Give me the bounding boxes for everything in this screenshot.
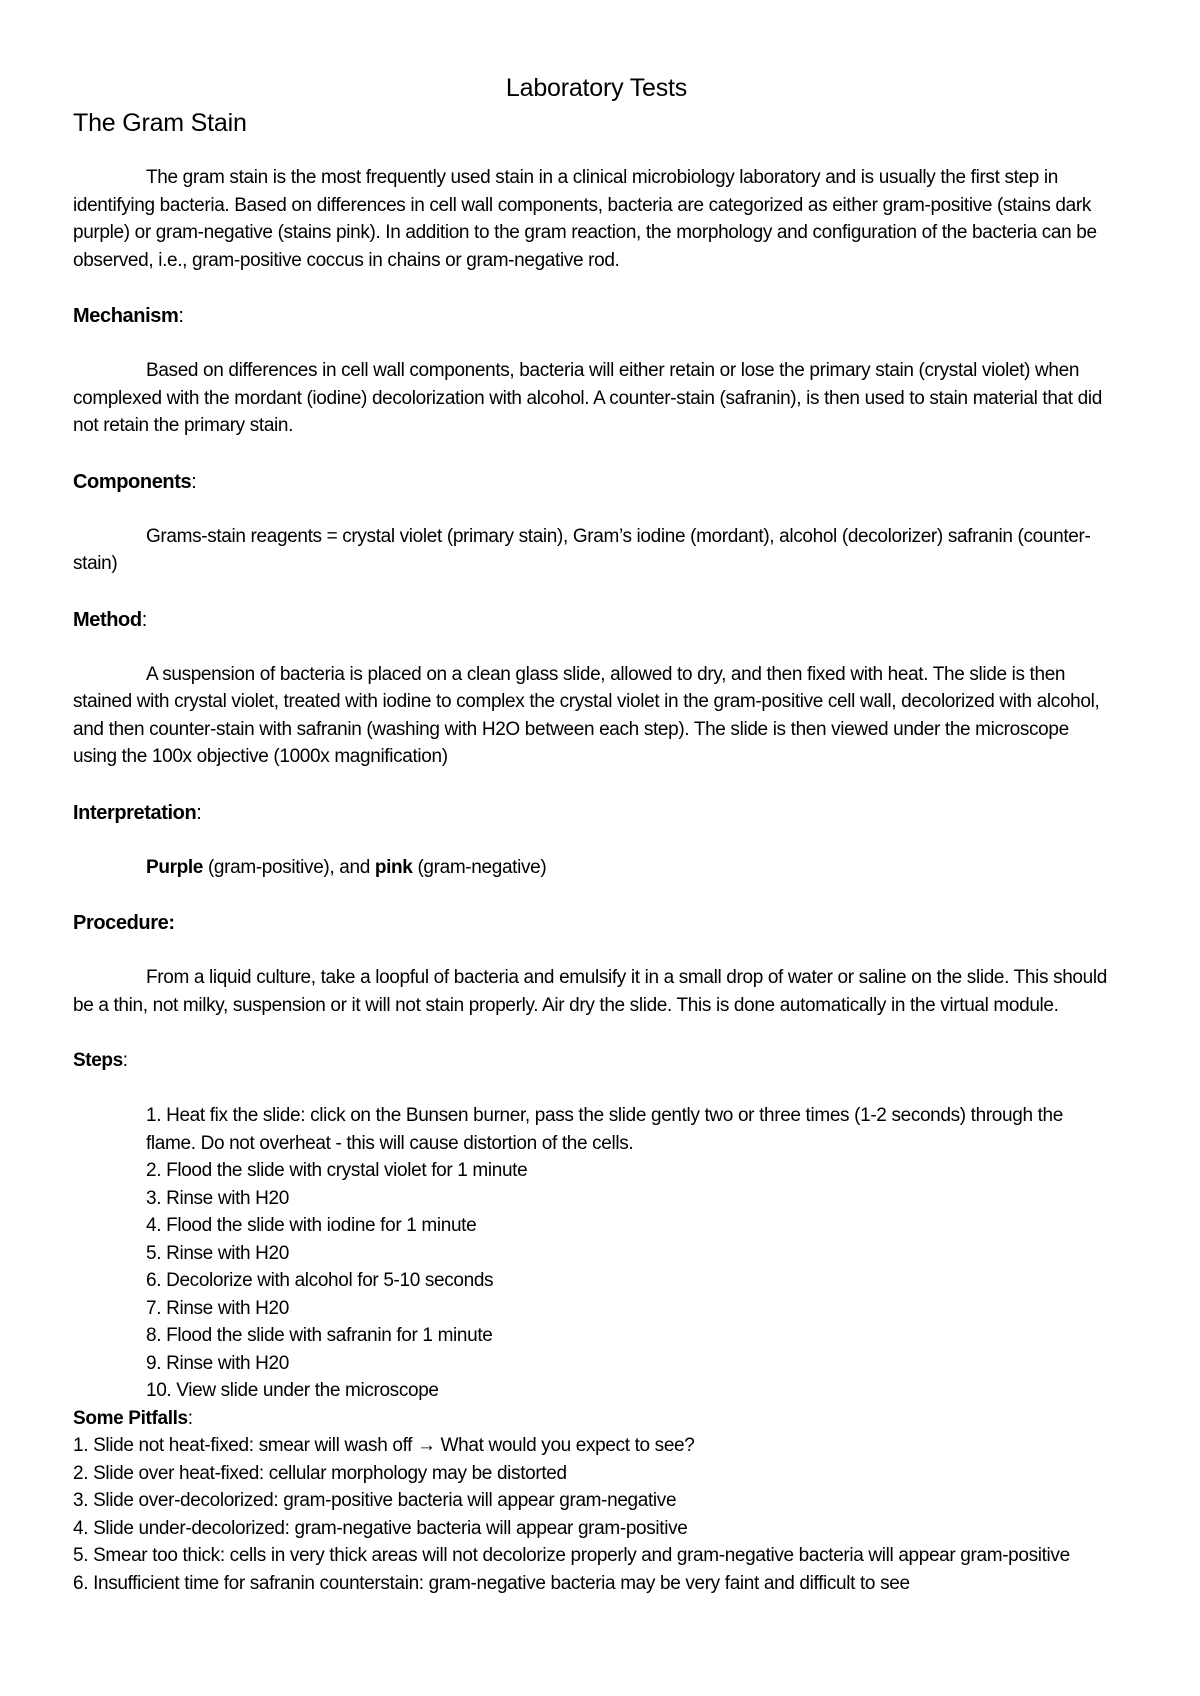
method-heading-label: Method: [73, 608, 142, 631]
interpretation-paragraph: [73, 854, 1110, 882]
interpretation-heading-colon: :: [196, 801, 202, 824]
interpretation-heading-label: Interpretation: [73, 801, 197, 824]
list-item: 4. Slide under-decolorized: gram-negative bacteria will appear gram-positive: [73, 1517, 688, 1539]
interpretation-purple-note: (gram-positive), and: [203, 856, 375, 878]
list-item: 6. Decolorize with alcohol for 5-10 seconds: [146, 1270, 494, 1291]
mechanism-heading-colon: :: [178, 305, 184, 327]
list-item: 9. Rinse with H20: [146, 1352, 289, 1374]
list-item: 1. Slide not heat-fixed: smear will wash off → What would you expect to see?: [73, 1435, 695, 1456]
components-heading-label: Components: [73, 470, 192, 493]
steps-heading-colon: :: [122, 1050, 128, 1071]
list-item: 5. Smear too thick: cells in very thick areas will not decolorize properly and gram-negative bacteria will appear gram-positive: [73, 1545, 1070, 1566]
interpretation-pink-note: (gram-negative): [412, 856, 547, 878]
list-item: 2. Flood the slide with crystal violet for 1 minute: [146, 1160, 528, 1181]
procedure-heading-label: Procedure:: [73, 912, 175, 934]
pitfalls-heading: [73, 1405, 1110, 1433]
list-item: 6. Insufficient time for safranin counterstain: gram-negative bacteria may be very faint and difficult to see: [73, 1572, 910, 1594]
document-title: Laboratory Tests: [505, 74, 688, 102]
procedure-heading: [73, 909, 1110, 937]
interpretation-heading: [73, 799, 1110, 827]
steps-list: [73, 1102, 1110, 1405]
list-item: 4. Flood the slide with iodine for 1 minute: [146, 1215, 477, 1236]
mechanism-paragraph: Based on differences in cell wall components, bacteria will either retain or lose the primary stain (crystal violet) when complexed with the mordant (iodine) decolorization with alcohol. A counter-stain (safranin), is then used to stain material that did not retain the primary stain.: [73, 360, 1102, 436]
procedure-paragraph: From a liquid culture, take a loopful of bacteria and emulsify it in a small drop of water or saline on the slide. This should be a thin, not milky, suspension or it will not stain properly. Air dry the slide. This is done automatically in the virtual module.: [73, 967, 1107, 1016]
list-item: 1. Heat fix the slide: click on the Bunsen burner, pass the slide gently two or three times (1-2 seconds) through the flame. Do not overheat - this will cause distortion of the cells.: [146, 1105, 1063, 1154]
list-item: 7. Rinse with H20: [146, 1297, 289, 1319]
list-item: 5. Rinse with H20: [146, 1242, 289, 1264]
method-heading: [73, 606, 1110, 634]
pitfalls-heading-colon: :: [187, 1407, 193, 1429]
steps-heading: [73, 1047, 1110, 1075]
components-paragraph: Grams-stain reagents = crystal violet (primary stain), Gram’s iodine (mordant), alcohol (decolorizer) safranin (counter-stain): [73, 525, 1091, 574]
list-item: 3. Rinse with H20: [146, 1187, 289, 1209]
list-item: 3. Slide over-decolorized: gram-positive bacteria will appear gram-negative: [73, 1490, 677, 1511]
steps-heading-label: Steps: [73, 1050, 123, 1071]
components-heading-colon: :: [191, 470, 197, 493]
section-title: The Gram Stain: [73, 109, 247, 137]
interpretation-pink: pink: [374, 856, 413, 878]
pitfalls-heading-label: Some Pitfalls: [73, 1407, 188, 1429]
components-heading: [73, 468, 1110, 496]
intro-paragraph: The gram stain is the most frequently used stain in a clinical microbiology laboratory and is usually the first step in identifying bacteria. Based on differences in cell wall components, bacteria are categorized as either gram-positive (stains dark purple) or gram-negative (stains pink). In addition to the gram reaction, the morphology and configuration of the bacteria can be observed, i.e., gram-positive coccus in chains or gram-negative rod.: [73, 167, 1097, 271]
list-item: 2. Slide over heat-fixed: cellular morphology may be distorted: [73, 1462, 567, 1484]
interpretation-purple: Purple: [146, 856, 204, 878]
pitfalls-list: [73, 1432, 1110, 1597]
method-heading-colon: :: [141, 608, 147, 631]
method-paragraph: A suspension of bacteria is placed on a clean glass slide, allowed to dry, and then fixed with heat. The slide is then stained with crystal violet, treated with iodine to complex the crystal violet in the gram-positive cell wall, decolorized with alcohol, and then counter-stain with safranin (washing with H2O between each step). The slide is then viewed under the microscope using the 100x objective (1000x magnification): [73, 663, 1100, 767]
list-item: 10. View slide under the microscope: [146, 1380, 439, 1401]
mechanism-heading: [73, 302, 1110, 330]
list-item: 8. Flood the slide with safranin for 1 minute: [146, 1325, 493, 1346]
mechanism-heading-label: Mechanism: [73, 305, 179, 327]
